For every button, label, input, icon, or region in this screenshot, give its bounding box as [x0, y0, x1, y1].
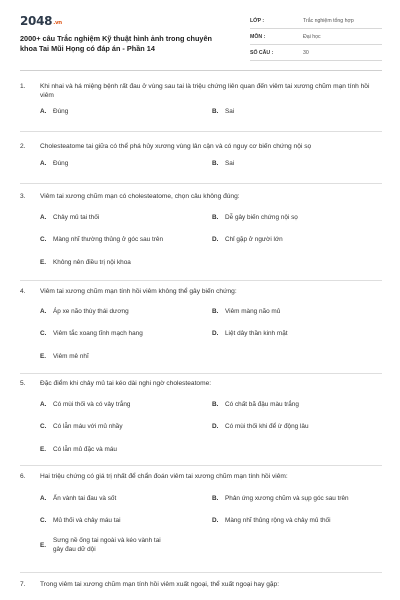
option-text: Viêm tắc xoang tĩnh mạch hang	[53, 330, 143, 338]
option-text: Đúng	[53, 160, 69, 168]
option-letter: D.	[212, 236, 219, 244]
option-d[interactable]	[212, 329, 382, 338]
option-b[interactable]	[212, 400, 382, 409]
option-b[interactable]	[212, 159, 382, 168]
option-letter: D.	[212, 330, 219, 338]
question-5	[20, 379, 382, 460]
option-text: Có lẫn mủ đặc và máu	[53, 446, 117, 454]
option-d[interactable]	[212, 422, 382, 431]
option-letter: E.	[40, 446, 47, 454]
header-divider	[20, 70, 382, 71]
option-letter: E.	[40, 259, 47, 267]
option-e[interactable]	[40, 445, 210, 454]
option-text: Phản ứng xương chũm và sụp góc sau trên	[225, 495, 349, 503]
question-divider	[20, 465, 382, 466]
question-4	[20, 287, 382, 367]
option-d[interactable]	[212, 516, 382, 525]
document-header	[20, 14, 382, 62]
option-a[interactable]	[40, 307, 210, 316]
option-letter: B.	[212, 401, 219, 409]
option-b[interactable]	[212, 107, 382, 116]
question-divider	[20, 280, 382, 281]
option-a[interactable]	[40, 213, 210, 222]
meta-value: Đại học	[303, 34, 321, 40]
option-a[interactable]	[40, 400, 210, 409]
logo-main: 2048	[20, 14, 53, 28]
option-letter: A.	[40, 214, 47, 222]
question-7	[20, 580, 382, 589]
option-letter: A.	[40, 308, 47, 316]
option-letter: A.	[40, 401, 47, 409]
option-list	[40, 213, 382, 273]
option-a[interactable]	[40, 159, 210, 168]
option-letter: B.	[212, 214, 219, 222]
question-6	[20, 472, 382, 566]
option-text: Có lẫn máu với mủ nhầy	[53, 423, 123, 431]
option-text: Áp xe não thùy thái dương	[53, 308, 129, 316]
meta-value: 30	[303, 50, 309, 56]
option-e[interactable]	[40, 536, 210, 554]
option-text: Màng nhĩ thủng rộng và chảy mủ thối	[225, 517, 331, 525]
meta-key: MÔN :	[250, 34, 266, 40]
option-text: Chảy mủ tai thối	[53, 214, 100, 222]
question-text: Viêm tai xương chũm mạn có cholesteatome, chọn câu không đúng:	[40, 193, 240, 200]
option-letter: E.	[40, 353, 47, 361]
option-text: Sai	[225, 160, 235, 168]
option-text: Không nên điều trị nội khoa	[53, 259, 131, 267]
option-list	[40, 159, 382, 169]
option-letter: C.	[40, 517, 47, 525]
option-e[interactable]	[40, 258, 210, 267]
option-list	[40, 494, 382, 566]
option-c[interactable]	[40, 516, 210, 525]
option-list	[40, 307, 382, 367]
option-b[interactable]	[212, 213, 382, 222]
question-divider	[20, 373, 382, 374]
option-d[interactable]	[212, 235, 382, 244]
option-a[interactable]	[40, 107, 210, 116]
question-number: 7.	[20, 581, 26, 588]
option-text: Màng nhĩ thường thủng ở góc sau trên	[53, 236, 164, 244]
option-text: Có mùi thối khi để ừ động lâu	[225, 423, 309, 431]
option-letter: C.	[40, 236, 47, 244]
option-text: Viêm màng não mủ	[225, 308, 281, 316]
option-a[interactable]	[40, 494, 210, 503]
option-text: Chỉ gặp ở người lớn	[225, 236, 283, 244]
option-c[interactable]	[40, 235, 210, 244]
question-divider	[20, 183, 382, 184]
option-text: Có mùi thối và có vảy trắng	[53, 401, 131, 409]
option-e[interactable]	[40, 352, 210, 361]
logo-suffix: .vn	[53, 20, 62, 26]
option-letter: E.	[40, 542, 47, 550]
question-number: 1.	[20, 83, 26, 90]
option-letter: A.	[40, 495, 47, 503]
option-text: Mủ thối và chảy máu tai	[53, 517, 121, 525]
option-text: Dễ gây biến chứng nội sọ	[225, 214, 298, 222]
meta-value: Trắc nghiệm tổng hợp	[303, 18, 354, 24]
option-list	[40, 107, 382, 117]
option-c[interactable]	[40, 329, 210, 338]
option-c[interactable]	[40, 422, 210, 431]
meta-key: LỚP :	[250, 18, 265, 24]
option-letter: D.	[212, 423, 219, 431]
site-logo[interactable]	[20, 14, 62, 28]
question-number: 3.	[20, 193, 26, 200]
option-letter: B.	[212, 308, 219, 316]
option-letter: A.	[40, 160, 47, 168]
question-divider	[20, 131, 382, 132]
option-b[interactable]	[212, 494, 382, 503]
option-letter: C.	[40, 330, 47, 338]
question-text: Cholesteatome tai giữa có thể phá hủy xương vùng lân cận và có nguy cơ biến chứng nội sọ	[40, 143, 312, 150]
question-text: Khi nhai và há miệng bệnh rất đau ở vùng sau tai là triệu chứng liên quan đến viêm tai xương chũm mạn tính hồi viêm	[40, 83, 370, 100]
question-2	[20, 142, 382, 169]
option-list	[40, 400, 382, 460]
option-text: Viêm mê nhĩ	[53, 353, 89, 361]
question-text: Hai triệu chứng có giá trị nhất để chẩn đoán viêm tai xương chũm mạn tính hồi viêm:	[40, 473, 288, 480]
question-number: 6.	[20, 473, 26, 480]
question-text: Trong viêm tai xương chũm mạn tính hồi viêm xuất ngoại, thể xuất ngoại hay gặp:	[40, 581, 280, 588]
option-letter: A.	[40, 107, 47, 115]
option-text: Đúng	[53, 107, 69, 115]
option-b[interactable]	[212, 307, 382, 316]
option-letter: B.	[212, 495, 219, 503]
question-1	[20, 82, 382, 117]
option-text: Sưng nề ống tai ngoài và kéo vành tai gây đau dữ dội	[53, 537, 161, 554]
question-number: 5.	[20, 380, 26, 387]
option-letter: C.	[40, 423, 47, 431]
question-number: 2.	[20, 143, 26, 150]
question-3	[20, 192, 382, 273]
option-letter: D.	[212, 517, 219, 525]
question-text: Viêm tai xương chũm mạn tính hồi viêm không thể gây biến chứng:	[40, 288, 237, 295]
option-letter: B.	[212, 160, 219, 168]
option-letter: B.	[212, 107, 219, 115]
option-text: Ấn vành tai đau và sốt	[53, 495, 117, 503]
option-text: Có chất bã đậu màu trắng	[225, 401, 299, 409]
page-title: 2000+ câu Trắc nghiệm Kỹ thuật hình ảnh trong chuyên khoa Tai Mũi Họng có đáp án - Phần 14	[20, 34, 212, 53]
meta-row-class	[250, 15, 382, 29]
meta-row-count	[250, 47, 382, 61]
meta-row-subject	[250, 31, 382, 45]
question-divider	[20, 572, 382, 573]
meta-table	[250, 15, 382, 63]
meta-key: SỐ CÂU :	[250, 50, 274, 56]
question-number: 4.	[20, 288, 26, 295]
option-text: Liệt dây thần kinh mặt	[225, 330, 288, 338]
option-text: Sai	[225, 107, 235, 115]
question-text: Đặc điểm khi chảy mủ tai kéo dài nghi ngờ cholesteatome:	[40, 380, 212, 387]
